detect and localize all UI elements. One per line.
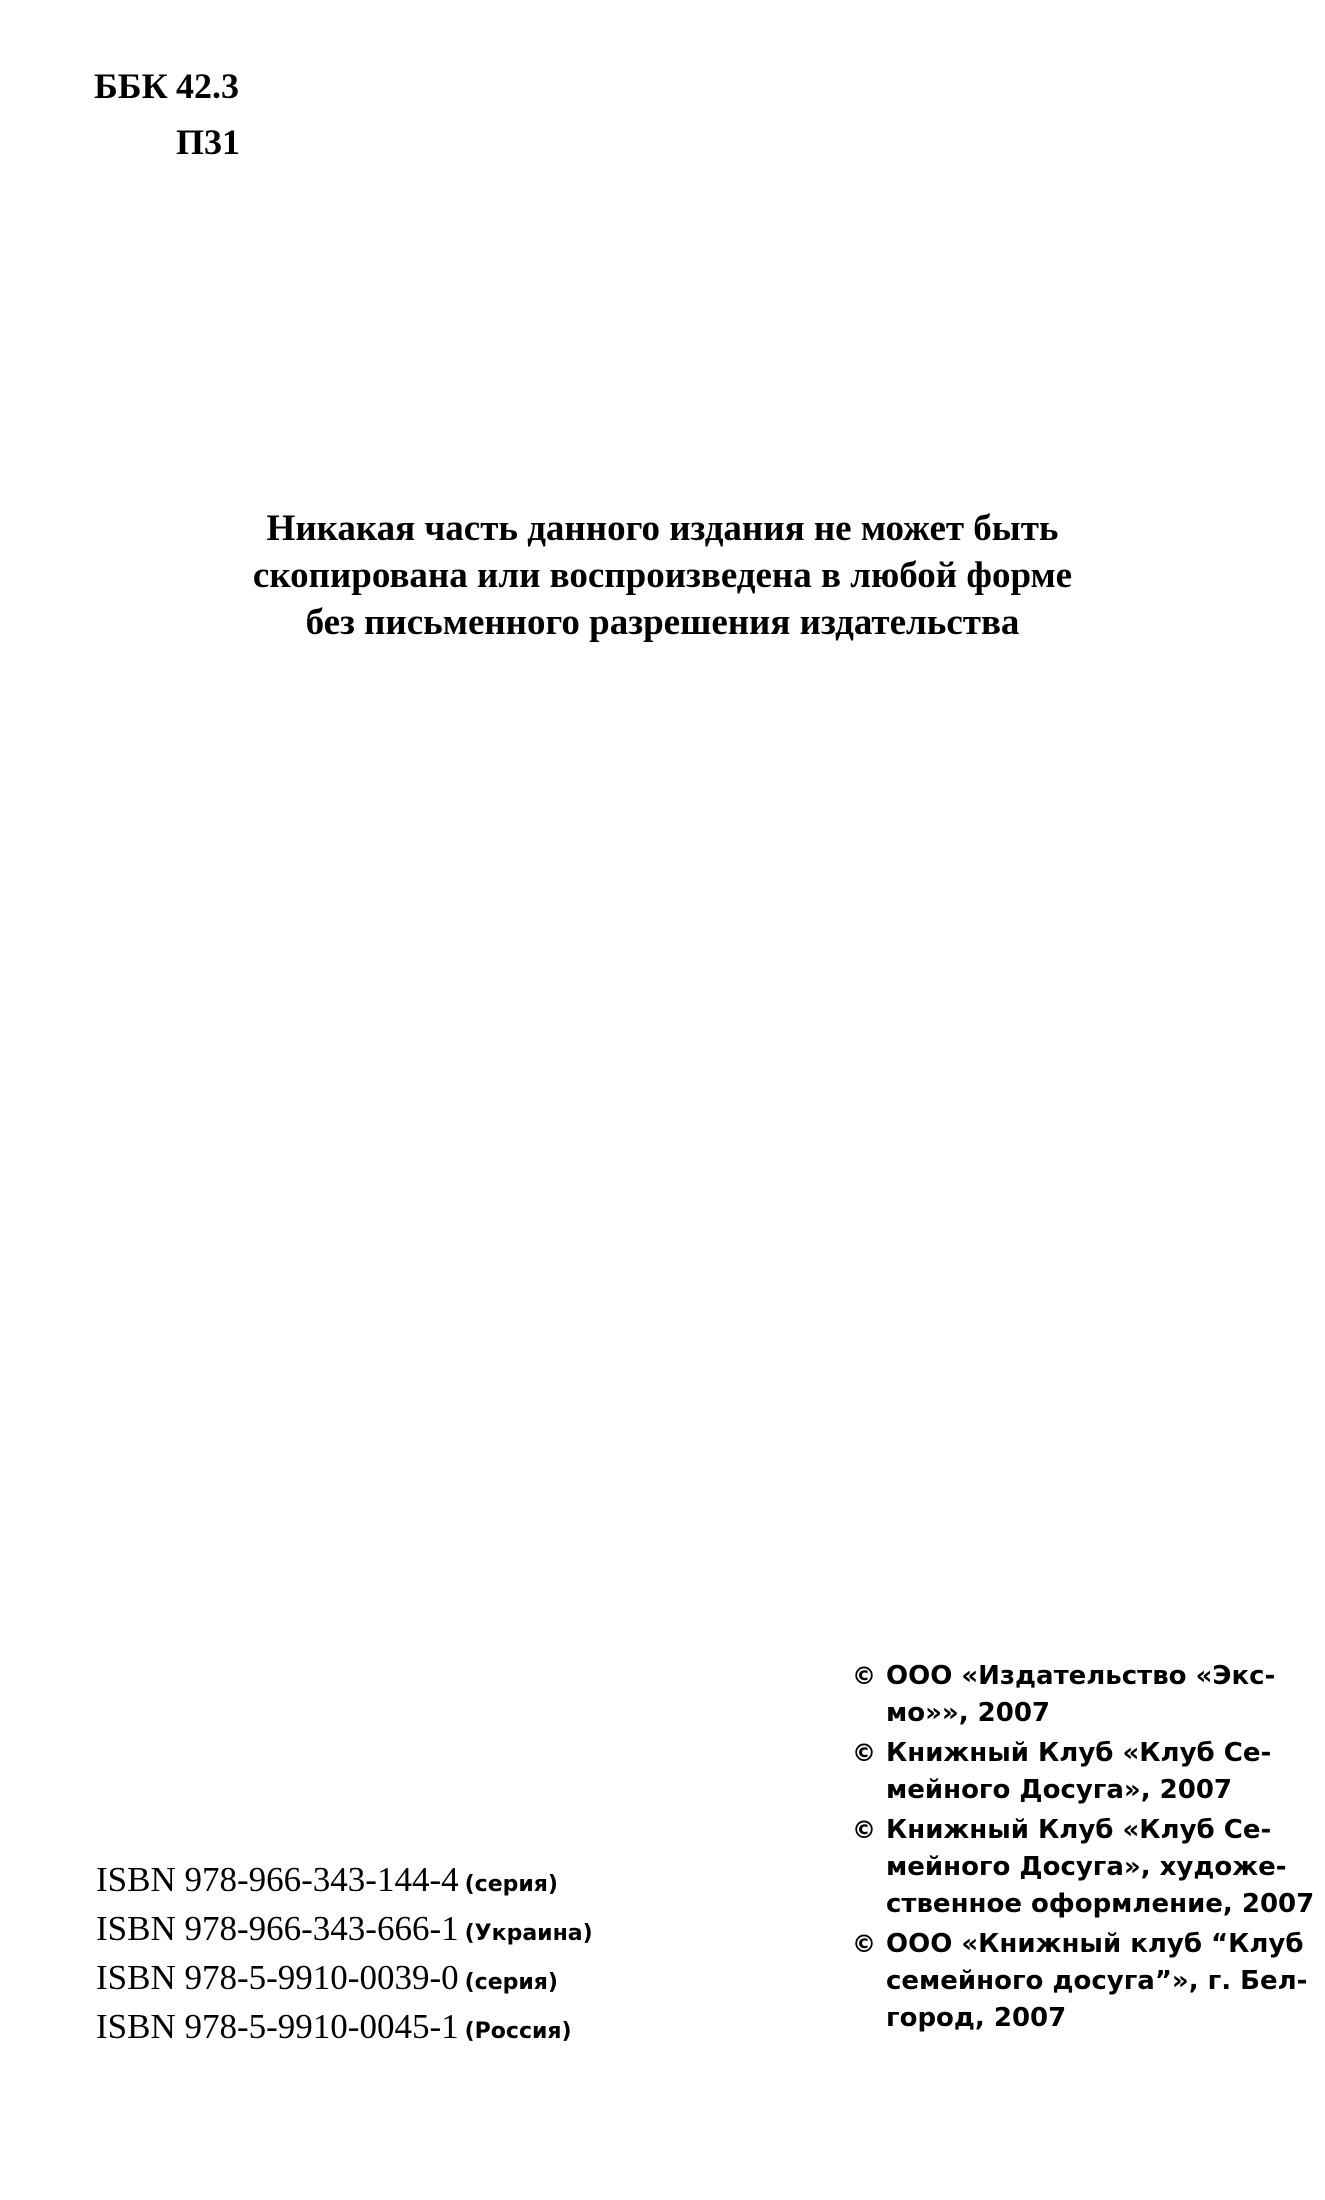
isbn-number: ISBN 978-5-9910-0045-1	[96, 2007, 459, 2046]
copyright-item	[852, 1812, 1315, 1923]
isbn-number: ISBN 978-966-343-144-4	[96, 1860, 459, 1899]
copyright-icon: ©	[852, 1816, 876, 1844]
bbk-code: 42.3	[176, 66, 239, 106]
copyright-icon: ©	[852, 1739, 876, 1767]
copyright-line: мейного Досуга», художе-	[886, 1852, 1287, 1882]
isbn-qualifier: (Украина)	[464, 1921, 593, 1946]
isbn-qualifier: (Россия)	[464, 2019, 572, 2044]
copyright-line: город, 2007	[886, 2003, 1067, 2033]
rights-notice-line: без письменного разрешения издательства	[305, 602, 1020, 643]
copyright-line: Книжный Клуб «Клуб Се-	[886, 1738, 1272, 1768]
copyright-line: мо»», 2007	[886, 1698, 1050, 1728]
isbn-number: ISBN 978-966-343-666-1	[96, 1909, 459, 1948]
bbk-classification	[94, 58, 240, 170]
copyright-line: семейного досуга”», г. Бел-	[886, 1966, 1308, 1996]
copyright-line: Книжный Клуб «Клуб Се-	[886, 1815, 1272, 1845]
author-mark: П31	[176, 122, 241, 162]
bbk-label: ББК	[94, 66, 168, 106]
isbn-qualifier: (серия)	[464, 1872, 558, 1897]
copyright-icon: ©	[852, 1662, 876, 1690]
isbn-line	[96, 1907, 593, 1956]
copyright-icon: ©	[852, 1930, 876, 1958]
isbn-number: ISBN 978-5-9910-0039-0	[96, 1958, 459, 1997]
isbn-line	[96, 1858, 593, 1907]
isbn-qualifier: (серия)	[464, 1970, 558, 1995]
bbk-row	[94, 58, 240, 114]
isbn-line	[96, 2005, 593, 2054]
rights-notice	[0, 505, 1325, 646]
copyright-line: ООО «Книжный клуб “Клуб	[886, 1929, 1304, 1959]
rights-notice-line: скопирована или воспроизведена в любой форме	[252, 555, 1073, 596]
copyright-line: ственное оформление, 2007	[886, 1889, 1315, 1919]
isbn-line	[96, 1956, 593, 2005]
isbn-list	[96, 1858, 593, 2054]
copyright-line: ООО «Издательство «Экс-	[886, 1661, 1276, 1691]
copyright-item	[852, 1926, 1308, 2037]
copyright-item	[852, 1735, 1292, 1809]
copyright-block	[852, 1658, 1315, 2040]
copyright-item	[852, 1658, 1292, 1732]
rights-notice-line: Никакая часть данного издания не может быть	[266, 508, 1059, 549]
copyright-line: мейного Досуга», 2007	[886, 1775, 1233, 1805]
